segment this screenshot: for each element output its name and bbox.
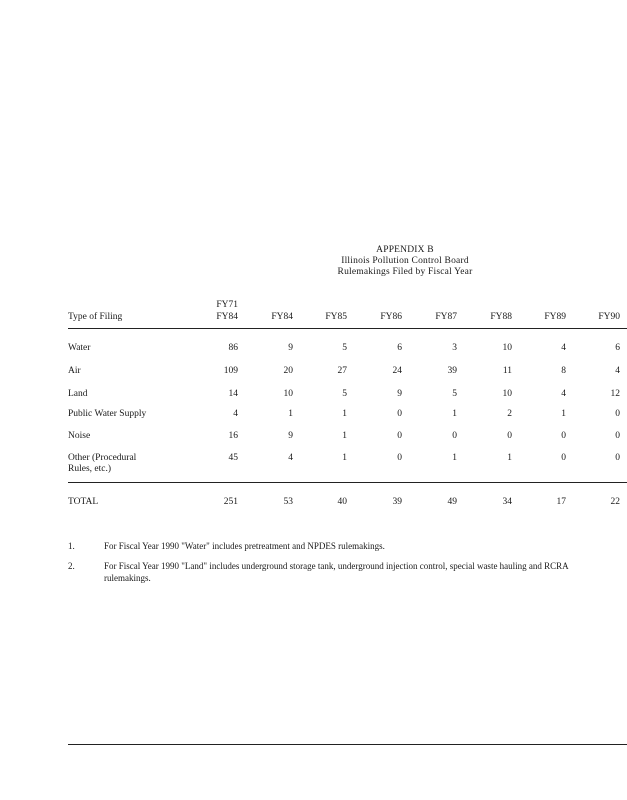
table-cell: 0 <box>507 431 512 441</box>
footnote-1-number: 1. <box>68 541 75 551</box>
column-header-top: FY71 <box>216 300 238 310</box>
row-label: Other (Procedural <box>68 453 137 463</box>
table-cell: 9 <box>288 431 293 441</box>
table-cell: 12 <box>610 389 620 399</box>
total-cell: 251 <box>223 497 238 507</box>
row-label: Noise <box>68 431 91 441</box>
table-cell: 6 <box>615 343 620 353</box>
row-label-continuation: Rules, etc.) <box>68 464 112 474</box>
table-cell: 20 <box>283 366 293 376</box>
row-label: Air <box>68 366 81 376</box>
table-cell: 1 <box>507 453 512 463</box>
footnote-1-text: For Fiscal Year 1990 "Water" includes pretreatment and NPDES rulemakings. <box>104 541 385 551</box>
table-cell: 1 <box>342 409 347 419</box>
table-cell: 1 <box>342 431 347 441</box>
row-label: Water <box>68 343 91 353</box>
table-subtitle: Rulemakings Filed by Fiscal Year <box>337 267 473 277</box>
title-block <box>250 245 560 278</box>
total-cell: 34 <box>502 497 512 507</box>
table-cell: 24 <box>392 366 402 376</box>
total-cell: 39 <box>392 497 402 507</box>
footnote-2-number: 2. <box>68 561 75 571</box>
table-cell: 4 <box>561 389 566 399</box>
table-cell: 3 <box>452 343 457 353</box>
table-cell: 0 <box>561 431 566 441</box>
table-cell: 1 <box>452 453 457 463</box>
column-header: FY84 <box>271 312 293 322</box>
table-cell: 0 <box>561 453 566 463</box>
header-rule <box>68 328 627 329</box>
table-cell: 0 <box>615 409 620 419</box>
table-cell: 6 <box>397 343 402 353</box>
table-cell: 0 <box>615 431 620 441</box>
table-cell: 27 <box>337 366 347 376</box>
table-cell: 86 <box>228 343 238 353</box>
table-cell: 0 <box>397 409 402 419</box>
board-name: Illinois Pollution Control Board <box>341 256 469 266</box>
footnote-2-text: For Fiscal Year 1990 "Land" includes underground storage tank, underground injection control, special waste hauling and RCRA <box>104 561 569 571</box>
total-cell: 17 <box>556 497 566 507</box>
table-cell: 1 <box>342 453 347 463</box>
bottom-rule <box>68 744 627 745</box>
column-header: FY87 <box>435 312 457 322</box>
table-cell: 10 <box>502 343 512 353</box>
column-header: FY85 <box>325 312 347 322</box>
table-cell: 39 <box>447 366 457 376</box>
total-cell: 53 <box>283 497 293 507</box>
table-cell: 5 <box>342 343 347 353</box>
table-cell: 10 <box>502 389 512 399</box>
table-cell: 1 <box>288 409 293 419</box>
total-cell: 40 <box>337 497 347 507</box>
appendix-title: APPENDIX B <box>376 245 434 255</box>
table-cell: 4 <box>615 366 620 376</box>
column-header: FY84 <box>216 312 238 322</box>
column-header: FY90 <box>598 312 620 322</box>
table-cell: 4 <box>288 453 293 463</box>
table-cell: 10 <box>283 389 293 399</box>
table-cell: 16 <box>228 431 238 441</box>
table-cell: 4 <box>561 343 566 353</box>
table-cell: 45 <box>228 453 238 463</box>
total-cell: 22 <box>610 497 620 507</box>
table-cell: 109 <box>223 366 238 376</box>
table-cell: 0 <box>397 431 402 441</box>
table-cell: 9 <box>288 343 293 353</box>
table-cell: 1 <box>452 409 457 419</box>
footnote-2-continuation: rulemakings. <box>104 573 151 583</box>
column-header: FY86 <box>380 312 402 322</box>
table-cell: 0 <box>397 453 402 463</box>
table-cell: 8 <box>561 366 566 376</box>
table-cell: 5 <box>452 389 457 399</box>
table-cell: 2 <box>507 409 512 419</box>
row-label: Public Water Supply <box>68 409 147 419</box>
column-header: FY89 <box>544 312 566 322</box>
row-label: Land <box>68 389 88 399</box>
table-cell: 9 <box>397 389 402 399</box>
table-cell: 0 <box>615 453 620 463</box>
table-cell: 14 <box>228 389 238 399</box>
table-cell: 4 <box>233 409 238 419</box>
total-rule <box>68 482 627 483</box>
table-cell: 1 <box>561 409 566 419</box>
table-cell: 0 <box>452 431 457 441</box>
type-of-filing-header: Type of Filing <box>68 312 123 322</box>
total-label: TOTAL <box>68 497 99 507</box>
table-cell: 11 <box>502 366 512 376</box>
column-header: FY88 <box>490 312 512 322</box>
table-cell: 5 <box>342 389 347 399</box>
total-cell: 49 <box>447 497 457 507</box>
